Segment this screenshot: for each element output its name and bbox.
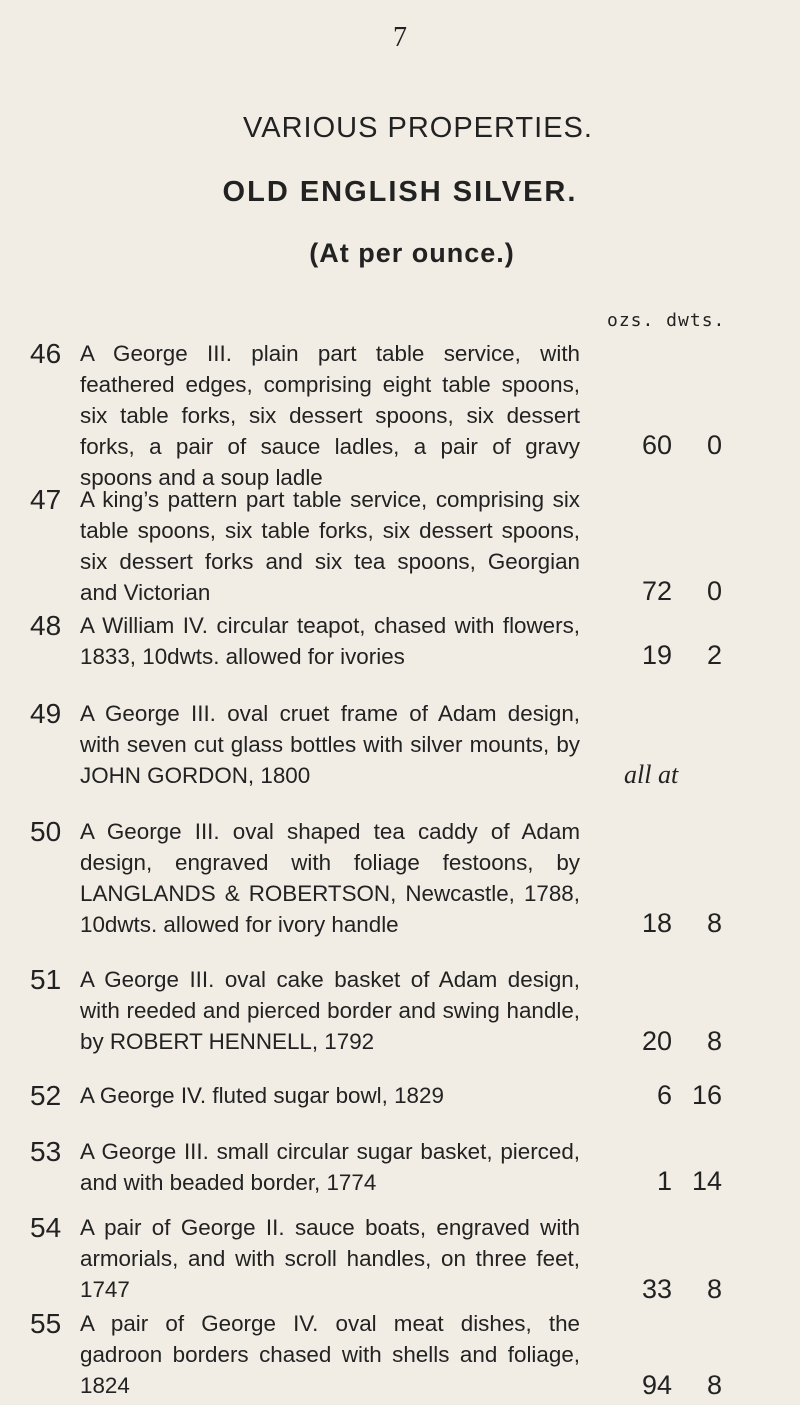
lot-number: 54 — [30, 1212, 62, 1243]
lot-description: A George III. oval cake basket of Adam design, with reeded and pierced border and swing handle, by ROBERT HENNELL, 1792 — [80, 967, 580, 1054]
lot-price — [612, 430, 782, 461]
price-dwts: 16 — [691, 1080, 722, 1110]
lot-price — [612, 1166, 782, 1197]
price-ozs: 18 — [641, 908, 672, 938]
price-ozs: 72 — [641, 576, 672, 606]
lot-price — [612, 1274, 782, 1305]
lot-number: 51 — [30, 964, 62, 995]
price-dwts: 0 — [706, 430, 722, 460]
lot-number: 52 — [30, 1080, 62, 1111]
price-dwts: 14 — [691, 1166, 722, 1196]
lot-description: A George IV. fluted sugar bowl, 1829 — [80, 1083, 444, 1108]
lot-description: A George III. small circular sugar basket, pierced, and with beaded border, 1774 — [80, 1139, 580, 1195]
page-title: VARIOUS PROPERTIES. — [243, 112, 593, 144]
lot-number: 46 — [30, 338, 62, 369]
price-dwts: 0 — [706, 576, 722, 606]
lot-description: A George III. oval cruet frame of Adam design, with seven cut glass bottles with silver mounts, by JOHN GORDON, 1800 — [80, 701, 580, 788]
price-ozs: 6 — [656, 1080, 672, 1110]
lot-description: A king’s pattern part table service, comprising six table spoons, six table forks, six dessert spoons, six dessert forks and six tea spoons, Georgian and Victorian — [80, 487, 580, 605]
lot-description: A George III. oval shaped tea caddy of Adam design, engraved with foliage festoons, by LANGLANDS & ROBERTSON, Newcastle, 1788, 10dwts. allowed for ivory handle — [80, 819, 580, 937]
page-number: 7 — [393, 22, 407, 53]
price-ozs: 1 — [656, 1166, 672, 1196]
lot-number: 49 — [30, 698, 62, 729]
lot-number: 53 — [30, 1136, 62, 1167]
lot-description: A pair of George II. sauce boats, engraved with armorials, and with scroll handles, on three feet, 1747 — [80, 1215, 580, 1302]
lot-price — [612, 1370, 782, 1401]
section-subtitle: (At per ounce.) — [309, 238, 515, 268]
lot-description: A William IV. circular teapot, chased with flowers, 1833, 10dwts. allowed for ivories — [80, 613, 580, 669]
price-ozs: 19 — [641, 640, 672, 670]
price-ozs: 33 — [641, 1274, 672, 1304]
lot-description: A pair of George IV. oval meat dishes, the gadroon borders chased with shells and foliage, 1824 — [80, 1311, 580, 1398]
section-heading: OLD ENGLISH SILVER. — [222, 176, 578, 208]
price-dwts: 8 — [706, 1274, 722, 1304]
lot-price — [612, 908, 782, 939]
lot-price — [612, 576, 782, 607]
lot-price — [612, 640, 782, 671]
lot-number: 47 — [30, 484, 62, 515]
price-dwts: 8 — [706, 1370, 722, 1400]
lot-number: 48 — [30, 610, 62, 641]
lot-price: all at — [624, 760, 679, 789]
lot-description: A George III. plain part table service, with feathered edges, comprising eight table spoons, six table forks, six dessert spoons, six dessert forks, a pair of sauce ladles, a pair of gravy spoons and a soup ladle — [80, 341, 580, 490]
lot-number: 55 — [30, 1308, 62, 1339]
price-dwts: 2 — [706, 640, 722, 670]
price-ozs: 20 — [641, 1026, 672, 1056]
lot-number: 50 — [30, 816, 62, 847]
price-column-header: ozs. dwts. — [607, 310, 726, 331]
price-dwts: 8 — [706, 908, 722, 938]
price-ozs: 94 — [641, 1370, 672, 1400]
price-dwts: 8 — [706, 1026, 722, 1056]
price-ozs: 60 — [641, 430, 672, 460]
lot-price — [612, 1080, 782, 1111]
lot-price — [612, 1026, 782, 1057]
